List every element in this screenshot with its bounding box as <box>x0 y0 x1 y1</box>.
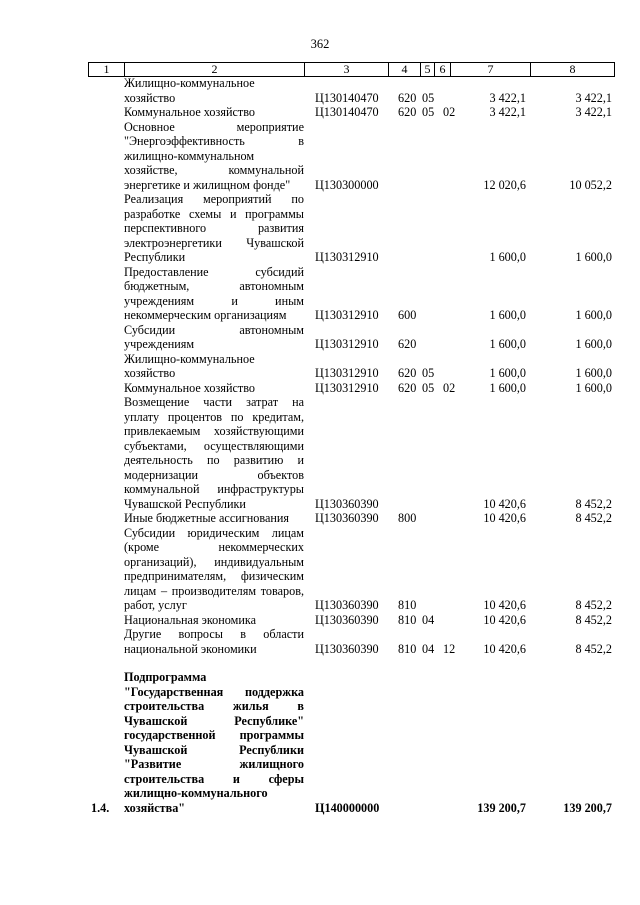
row-amount-col7: 1 600,0 <box>489 250 526 264</box>
row-section: 04 <box>422 641 435 656</box>
table-row <box>88 526 614 613</box>
row-expense-group: 810 <box>398 612 417 627</box>
row-amount-col8: 1 600,0 <box>575 308 612 322</box>
row-name: Национальная экономика <box>124 612 257 627</box>
row-amount-col7: 10 420,6 <box>483 496 526 511</box>
row-amount-col7: 1 600,0 <box>489 366 526 380</box>
row-target-code: Ц130300000 <box>315 177 379 192</box>
row-expense-group: 810 <box>398 641 417 656</box>
row-amount-col7: 10 420,6 <box>483 598 526 612</box>
col-header-4: 4 <box>389 63 421 77</box>
row-amount-col7: 1 600,0 <box>489 308 526 322</box>
table-row <box>88 76 614 105</box>
row-name: Реализация мероприятий по разработке схемы и программы перспективного развития электроэнергетики Чувашской Республики <box>124 192 304 264</box>
row-amount-col8: 3 422,1 <box>575 105 612 119</box>
row-subsection: 12 <box>443 641 456 656</box>
row-section: 05 <box>422 90 435 105</box>
col-header-7: 7 <box>451 63 531 77</box>
row-amount-col7: 3 422,1 <box>489 105 526 119</box>
row-amount-col8: 1 600,0 <box>575 250 612 264</box>
row-number: 1.4. <box>91 800 110 815</box>
table-row <box>88 192 614 265</box>
row-section: 05 <box>422 380 435 395</box>
row-amount-col8: 8 452,2 <box>575 598 612 612</box>
table-row <box>88 265 614 323</box>
row-amount-col7: 10 420,6 <box>483 612 526 627</box>
column-header-row <box>88 62 615 77</box>
row-amount-col8: 139 200,7 <box>563 800 612 815</box>
row-expense-group: 600 <box>398 308 417 322</box>
row-spacer <box>88 656 614 670</box>
row-amount-col7: 139 200,7 <box>477 800 526 815</box>
table-row <box>88 120 614 193</box>
row-subsection: 02 <box>443 380 456 395</box>
row-amount-col7: 10 420,6 <box>483 641 526 656</box>
row-amount-col8: 3 422,1 <box>575 90 612 105</box>
row-expense-group: 620 <box>398 90 417 105</box>
row-section: 05 <box>422 366 435 380</box>
row-name: Жилищно-коммунальное хозяйство <box>124 76 255 105</box>
row-target-code: Ц130312910 <box>315 337 379 351</box>
row-name: Подпрограмма "Государственная поддержка строительства жилья в Чувашской Республике" государственной программы Чувашской Республики "Развитие жилищного строительства и сферы жилищно-коммунального хозяйства" <box>124 670 304 815</box>
row-amount-col8: 1 600,0 <box>575 380 612 395</box>
col-header-3: 3 <box>305 63 389 77</box>
row-amount-col7: 12 020,6 <box>483 177 526 192</box>
table-row <box>88 395 614 511</box>
row-name: Предоставление субсидий бюджетным, автономным учреждениям и иным некоммерческим организациям <box>124 264 304 322</box>
table-row <box>88 627 614 656</box>
row-expense-group: 620 <box>398 366 417 380</box>
row-name: Иные бюджетные ассигнования <box>124 511 290 525</box>
row-amount-col8: 8 452,2 <box>575 496 612 511</box>
table-row <box>88 670 614 815</box>
row-target-code: Ц130360390 <box>315 612 379 627</box>
table-row <box>88 323 614 352</box>
table-row <box>88 381 614 396</box>
col-header-5: 5 <box>421 63 435 77</box>
row-target-code: Ц130312910 <box>315 380 379 395</box>
table-row <box>88 105 614 120</box>
row-subsection: 02 <box>443 105 456 119</box>
row-section: 05 <box>422 105 435 119</box>
row-name: Основное мероприятие "Энергоэффективность в жилищно-коммунальном хозяйстве, коммунальной энергетике и жилищном фонде" <box>124 119 304 192</box>
row-target-code: Ц130360390 <box>315 511 379 525</box>
row-expense-group: 620 <box>398 337 417 351</box>
table-row <box>88 613 614 628</box>
row-expense-group: 810 <box>398 598 417 612</box>
row-target-code: Ц130140470 <box>315 105 379 119</box>
row-name: Жилищно-коммунальное хозяйство <box>124 351 255 380</box>
row-name: Субсидии автономным учреждениям <box>124 322 304 351</box>
col-header-2: 2 <box>125 63 305 77</box>
row-name: Субсидии юридическим лицам (кроме некоммерческих организаций), индивидуальным предпринимателям, физическим лицам – производителям товаров, работ, услуг <box>124 525 304 612</box>
row-expense-group: 800 <box>398 511 417 525</box>
row-target-code: Ц130360390 <box>315 598 379 612</box>
row-target-code: Ц130312910 <box>315 308 379 322</box>
row-amount-col7: 3 422,1 <box>489 90 526 105</box>
row-section: 04 <box>422 612 435 627</box>
table-row <box>88 352 614 381</box>
row-target-code: Ц130140470 <box>315 90 379 105</box>
row-name: Коммунальное хозяйство <box>124 380 255 395</box>
table-row <box>88 511 614 526</box>
row-amount-col7: 1 600,0 <box>489 380 526 395</box>
row-amount-col8: 8 452,2 <box>575 511 612 525</box>
col-header-6: 6 <box>435 63 451 77</box>
row-amount-col8: 8 452,2 <box>575 612 612 627</box>
row-target-code: Ц130312910 <box>315 366 379 380</box>
row-name: Возмещение части затрат на уплату процентов по кредитам, привлекаемым хозяйствующими субъектами, осуществляющими деятельность по развитию и модернизации объектов коммунальной инфраструктуры Чувашской Республики <box>124 395 304 511</box>
row-name: Коммунальное хозяйство <box>124 105 255 119</box>
row-target-code: Ц130312910 <box>315 250 379 264</box>
row-amount-col7: 10 420,6 <box>483 511 526 525</box>
row-amount-col8: 1 600,0 <box>575 366 612 380</box>
row-amount-col8: 10 052,2 <box>569 177 612 192</box>
row-expense-group: 620 <box>398 105 417 119</box>
row-target-code: Ц130360390 <box>315 496 379 511</box>
budget-table-body <box>88 76 614 815</box>
col-header-8: 8 <box>531 63 615 77</box>
row-target-code: Ц130360390 <box>315 641 379 656</box>
row-target-code: Ц140000000 <box>315 800 380 815</box>
row-amount-col8: 1 600,0 <box>575 337 612 351</box>
row-name: Другие вопросы в области национальной экономики <box>124 627 304 656</box>
row-amount-col7: 1 600,0 <box>489 337 526 351</box>
row-expense-group: 620 <box>398 380 417 395</box>
row-amount-col8: 8 452,2 <box>575 641 612 656</box>
col-header-1: 1 <box>89 63 125 77</box>
page-number: 362 <box>310 37 330 51</box>
